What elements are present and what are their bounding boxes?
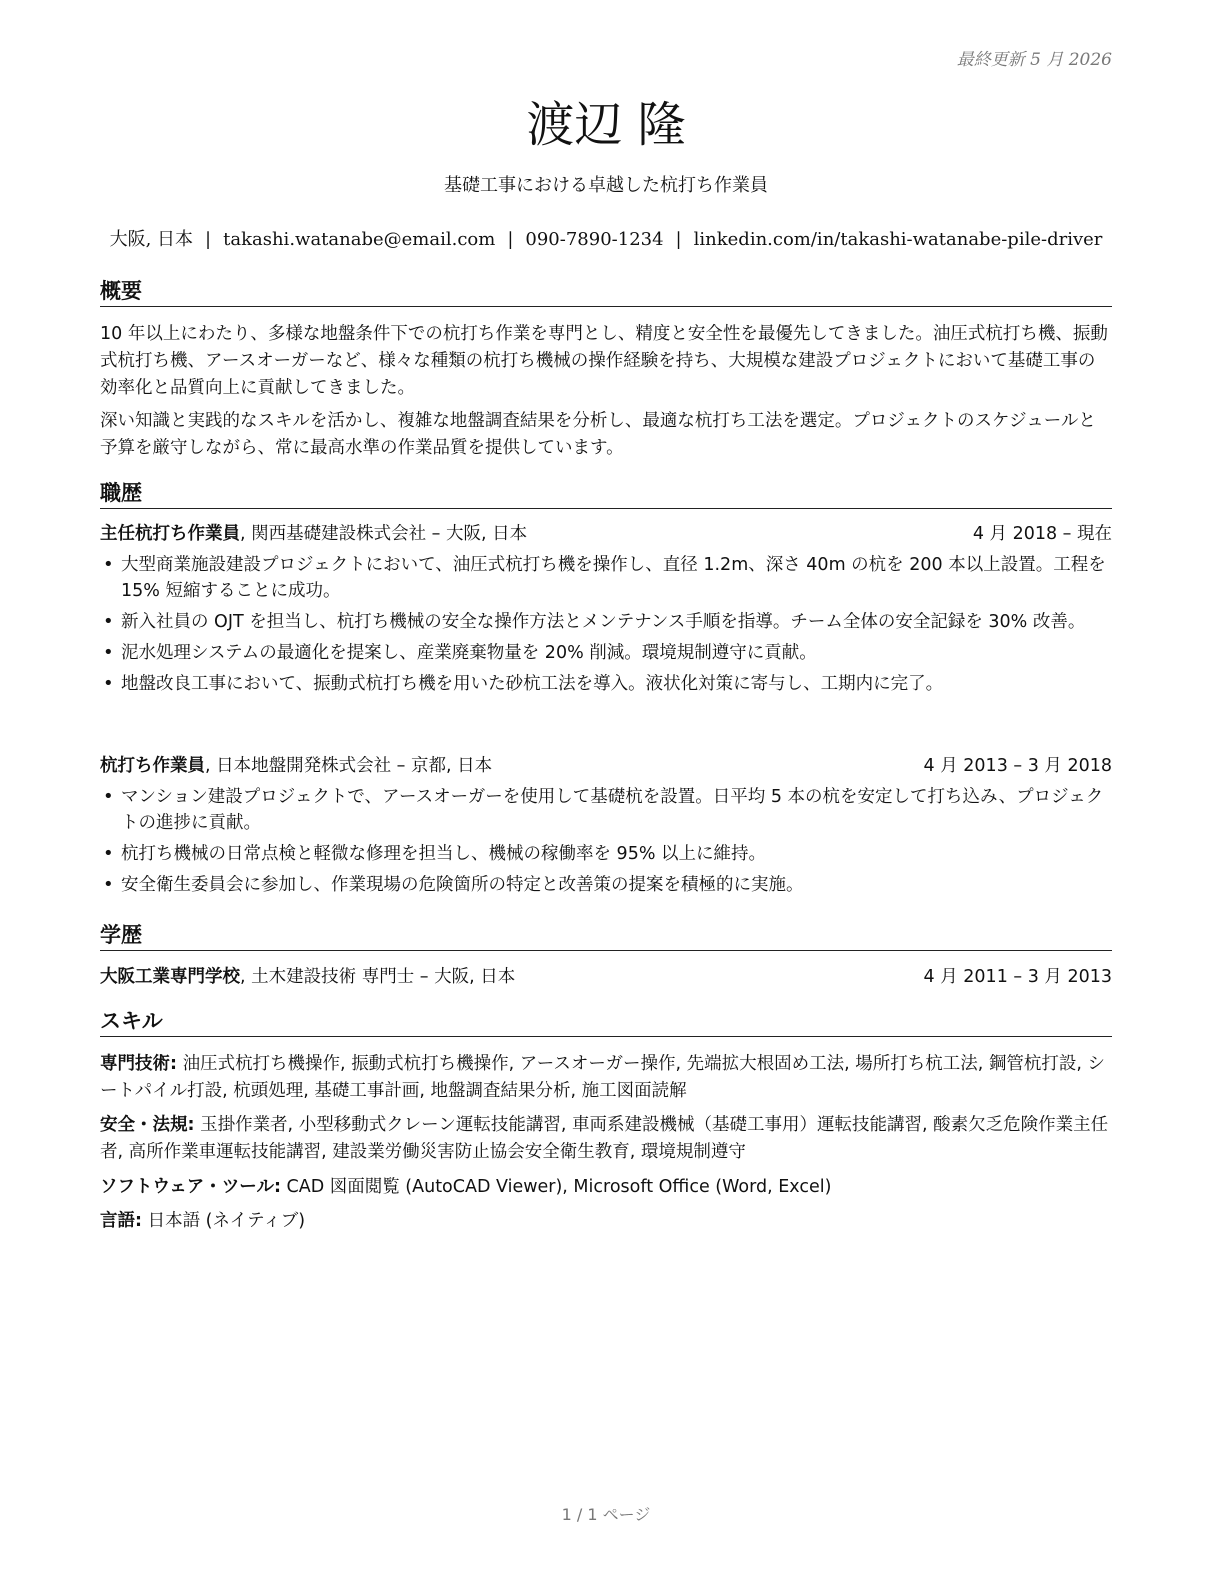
list-item: • 大型商業施設建設プロジェクトにおいて、油圧式杭打ち機を操作し、直径 1.2m、深さ 40m の杭を 200 本以上設置。工程を 15% 短縮することに成功。: [100, 552, 1112, 604]
contact-email-link[interactable]: takashi.watanabe@email.com: [223, 229, 496, 250]
education-detail: , 土木建設技術 専門士 – 大阪, 日本: [240, 967, 516, 987]
skill-line: [100, 1208, 1112, 1235]
list-item: • マンション建設プロジェクトで、アースオーガーを使用して基礎杭を設置。日平均 5 本の杭を安定して打ち込み、プロジェクトの進捗に貢献。: [100, 784, 1112, 836]
separator: |: [507, 229, 514, 250]
skill-text: 油圧式杭打ち機操作, 振動式杭打ち機操作, アースオーガー操作, 先端拡大根固め工法, 場所打ち杭工法, 鋼管杭打設, シートパイル打設, 杭頭処理, 基礎工事計画, 地盤調査結果分析, 施工図面読解: [100, 1054, 1106, 1101]
list-item: • 地盤改良工事において、振動式杭打ち機を用いた砂杭工法を導入。液状化対策に寄与し、工期内に完了。: [100, 671, 1112, 697]
candidate-name: 渡辺 隆: [526, 97, 686, 153]
education-entry: [100, 964, 1112, 990]
skill-label: 言語:: [100, 1211, 142, 1231]
job-bullets: [100, 784, 1112, 903]
separator: |: [675, 229, 682, 250]
skill-label: ソフトウェア・ツール:: [100, 1177, 281, 1197]
contact-location: 大阪, 日本: [109, 229, 194, 250]
headline: 基礎工事における卓越した杭打ち作業員: [444, 175, 768, 196]
job-header: [100, 753, 1112, 779]
summary-paragraph: 深い知識と実践的なスキルを活かし、複雑な地盤調査結果を分析し、最適な杭打ち工法を選定。プロジェクトのスケジュールと予算を厳守しながら、常に最高水準の作業品質を提供しています。: [100, 411, 1096, 458]
summary-paragraph: 10 年以上にわたり、多様な地盤条件下での杭打ち作業を専門とし、精度と安全性を最優先してきました。油圧式杭打ち機、振動式杭打ち機、アースオーガーなど、様々な種類の杭打ち機械の操作経験を持ち、大規模な建設プロジェクトにおいて基礎工事の効率化と品質向上に貢献してきました。: [100, 324, 1108, 398]
skill-text: 玉掛作業者, 小型移動式クレーン運転技能講習, 車両系建設機械（基礎工事用）運転技能講習, 酸素欠乏危険作業主任者, 高所作業車運転技能講習, 建設業労働災害防止協会安全衛生教育, 環境規制遵守: [100, 1115, 1109, 1162]
list-item: • 新入社員の OJT を担当し、杭打ち機械の安全な操作方法とメンテナンス手順を指導。チーム全体の安全記録を 30% 改善。: [100, 609, 1112, 635]
education-dates: 4 月 2011 – 3 月 2013: [923, 967, 1112, 987]
skill-text: 日本語 (ネイティブ): [142, 1211, 306, 1231]
education-school: 大阪工業専門学校: [100, 967, 240, 987]
job-company: , 日本地盤開発株式会社 – 京都, 日本: [205, 756, 493, 776]
skill-line: [100, 1174, 1112, 1201]
page-number: 1 / 1 ページ: [561, 1505, 651, 1524]
section-title-skills: スキル: [100, 1008, 1112, 1037]
skill-line: [100, 1112, 1112, 1166]
last-updated: 最終更新 5 月 2026: [956, 50, 1112, 70]
contact-line: [100, 225, 1112, 251]
contact-linkedin-link[interactable]: linkedin.com/in/takashi-watanabe-pile-driver: [693, 229, 1103, 250]
job-role: 主任杭打ち作業員: [100, 524, 240, 544]
resume-page: [100, 0, 1112, 1584]
job-company: , 関西基礎建設株式会社 – 大阪, 日本: [240, 524, 528, 544]
section-title-education: 学歴: [100, 922, 1112, 951]
section-title-experience: 職歴: [100, 480, 1112, 509]
separator: |: [205, 229, 212, 250]
skill-text: CAD 図面閲覧 (AutoCAD Viewer), Microsoft Office (Word, Excel): [280, 1177, 832, 1197]
list-item: • 杭打ち機械の日常点検と軽微な修理を担当し、機械の稼働率を 95% 以上に維持。: [100, 841, 1112, 867]
section-title-summary: 概要: [100, 278, 1112, 307]
list-item: • 安全衛生委員会に参加し、作業現場の危険箇所の特定と改善策の提案を積極的に実施。: [100, 872, 1112, 898]
job-role: 杭打ち作業員: [100, 756, 205, 776]
contact-phone[interactable]: 090-7890-1234: [525, 229, 664, 250]
skill-label: 安全・法規:: [100, 1115, 195, 1135]
job-dates: 4 月 2018 – 現在: [972, 524, 1112, 544]
job-dates: 4 月 2013 – 3 月 2018: [923, 756, 1112, 776]
list-item: • 泥水処理システムの最適化を提案し、産業廃棄物量を 20% 削減。環境規制遵守に貢献。: [100, 640, 1112, 666]
skill-label: 専門技術:: [100, 1054, 177, 1074]
skill-line: [100, 1051, 1112, 1105]
job-bullets: [100, 552, 1112, 702]
job-header: [100, 521, 1112, 547]
